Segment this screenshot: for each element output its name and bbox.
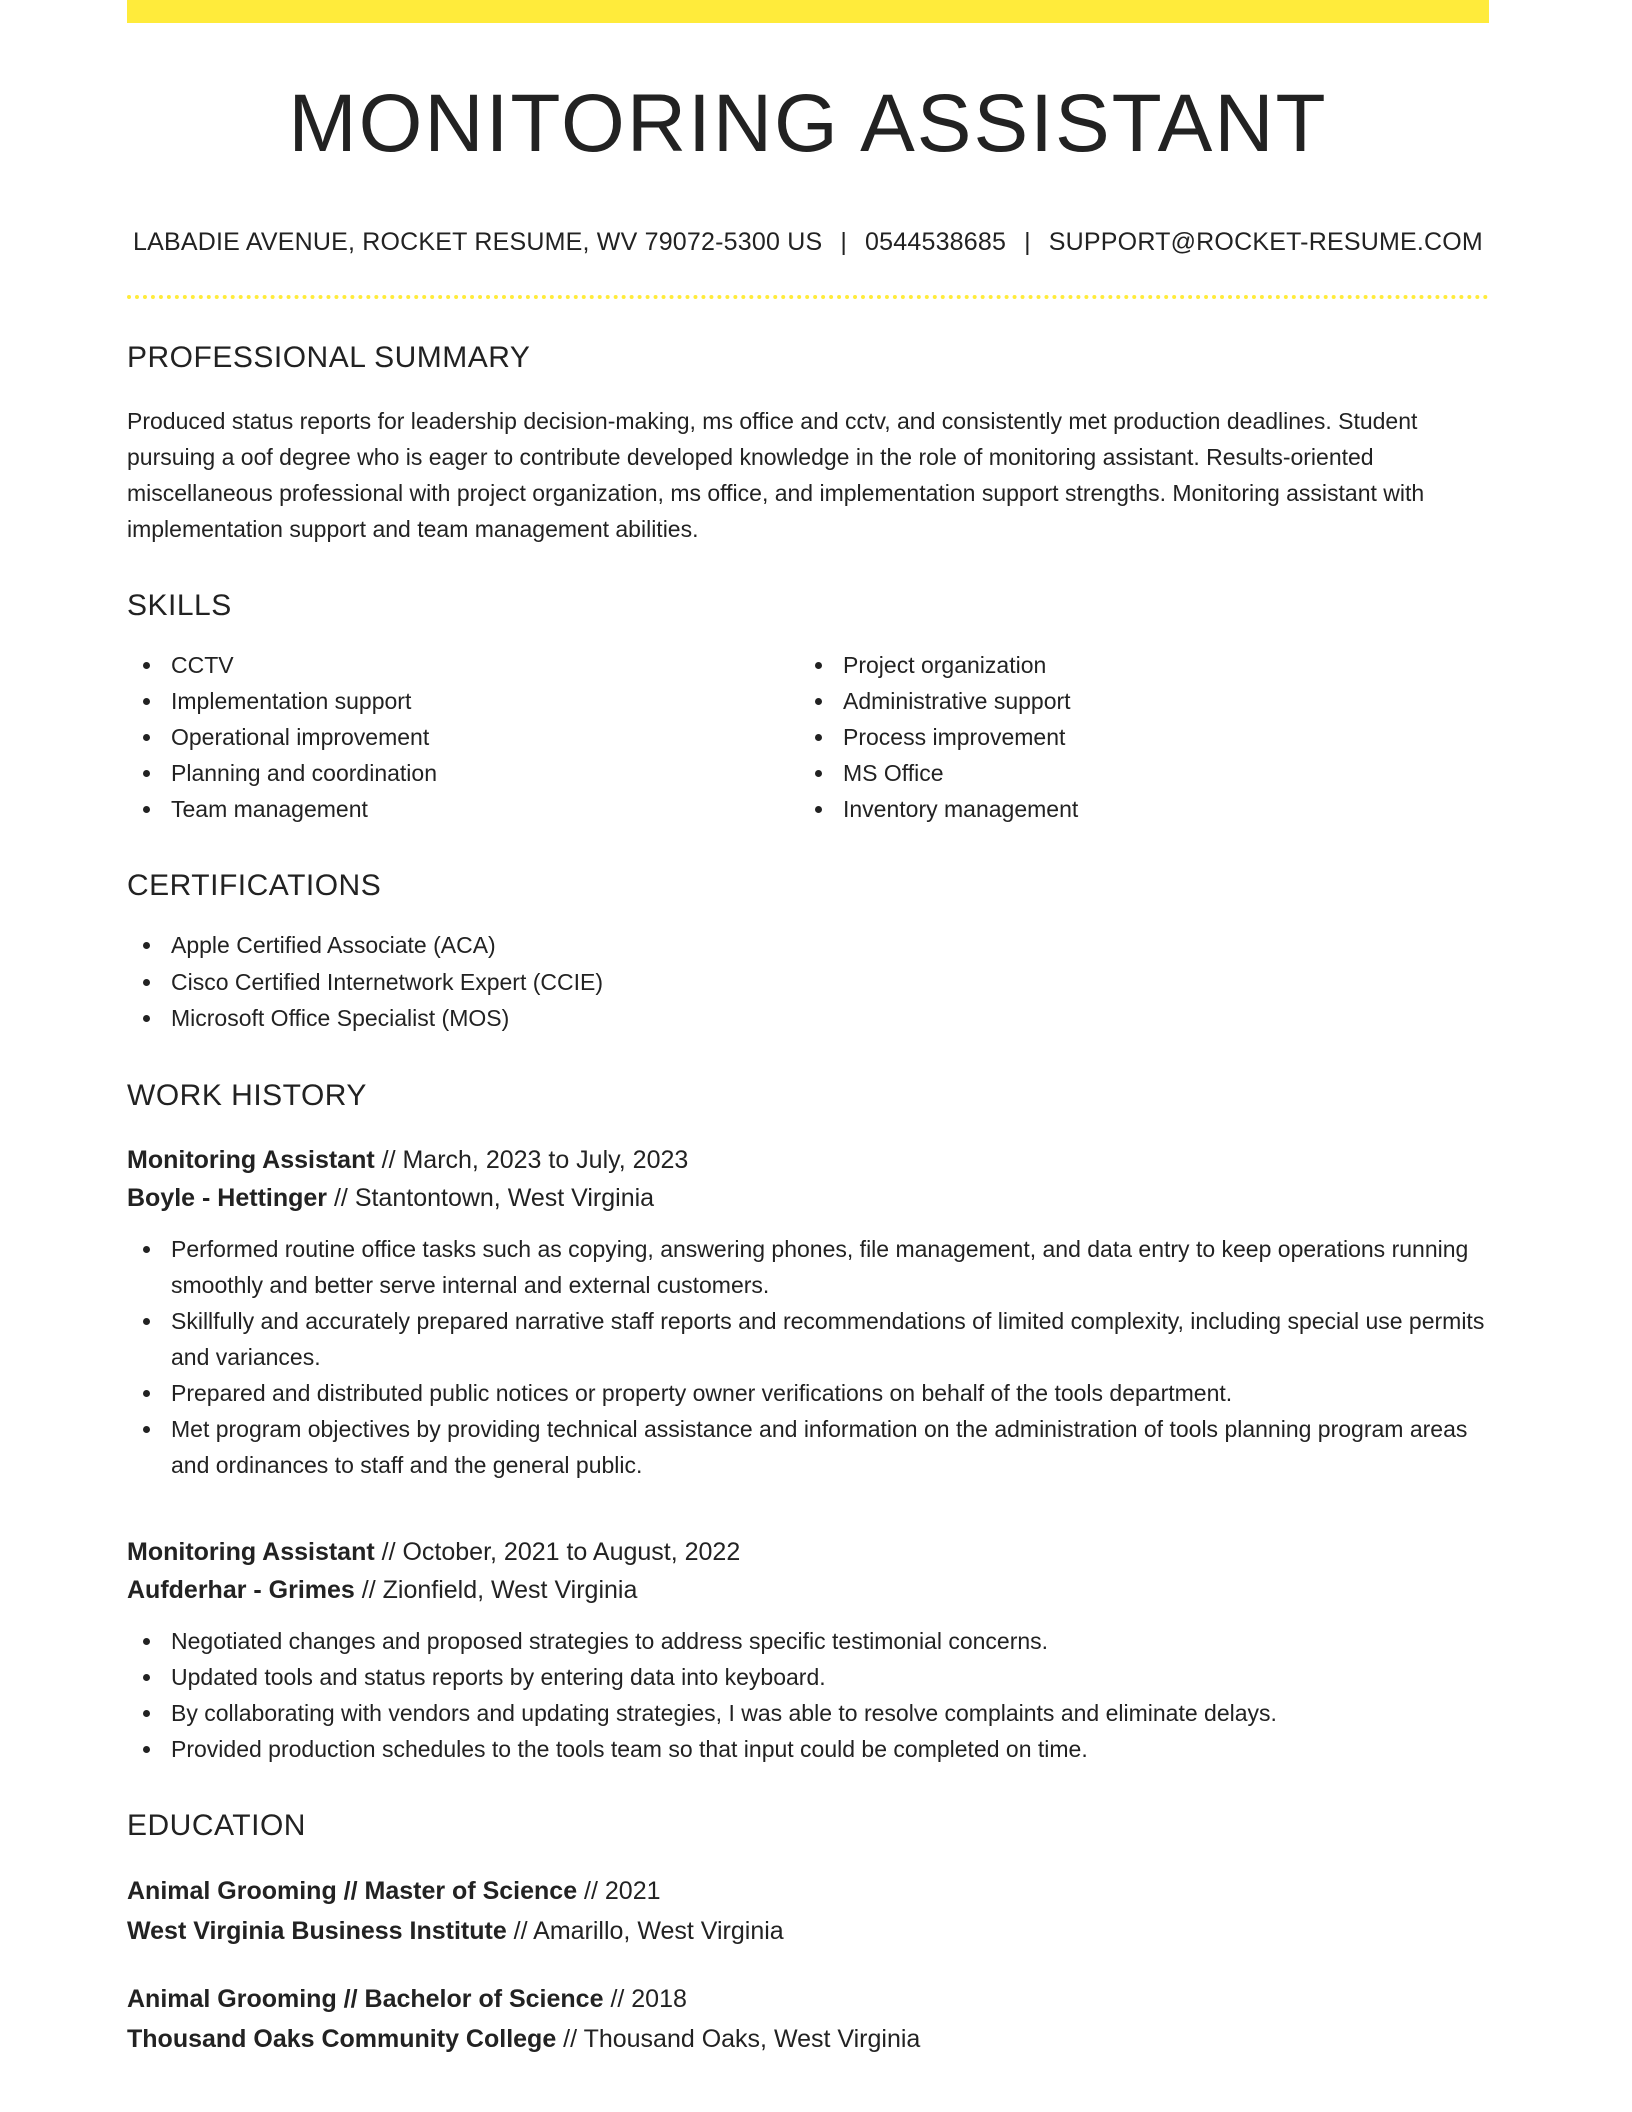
section-heading-certifications: CERTIFICATIONS bbox=[127, 869, 382, 902]
job-location: // Zionfield, West Virginia bbox=[354, 1575, 638, 1604]
job-bullets bbox=[127, 1231, 1489, 1483]
job-bullet: Updated tools and status reports by entering data into keyboard. bbox=[127, 1659, 1489, 1695]
job-bullet: Prepared and distributed public notices or property owner verifications on behalf of the tools department. bbox=[127, 1375, 1489, 1411]
section-heading-skills: SKILLS bbox=[127, 589, 232, 622]
education-entry bbox=[127, 1871, 1489, 1951]
certification-item: Apple Certified Associate (ACA) bbox=[127, 927, 1489, 964]
job-company: Aufderhar - Grimes bbox=[127, 1575, 355, 1604]
job-bullet: Skillfully and accurately prepared narrative staff reports and recommendations of limited complexity, including special use permits and variances. bbox=[127, 1303, 1489, 1375]
education-location: // Thousand Oaks, West Virginia bbox=[556, 2024, 921, 2053]
job-location: // Stantontown, West Virginia bbox=[327, 1183, 655, 1212]
contact-phone: 0544538685 bbox=[865, 228, 1007, 256]
job-header bbox=[127, 1141, 1489, 1217]
education-year: // 2018 bbox=[603, 1984, 687, 2013]
certifications-list bbox=[127, 927, 1489, 1037]
job-dates: // October, 2021 to August, 2022 bbox=[374, 1537, 741, 1566]
job-bullet: Met program objectives by providing technical assistance and information on the administration of tools planning program areas and ordinances to staff and the general public. bbox=[127, 1411, 1489, 1483]
contact-email[interactable]: SUPPORT@ROCKET-RESUME.COM bbox=[1048, 228, 1483, 256]
skill-item: CCTV bbox=[127, 647, 799, 683]
resume-page bbox=[127, 0, 1489, 2059]
skill-item: Implementation support bbox=[127, 683, 799, 719]
certification-item: Microsoft Office Specialist (MOS) bbox=[127, 1000, 1489, 1037]
skills-columns bbox=[127, 647, 1489, 827]
skill-item: Administrative support bbox=[799, 683, 1471, 719]
skill-item: Team management bbox=[127, 791, 799, 827]
section-heading-summary: PROFESSIONAL SUMMARY bbox=[127, 341, 531, 374]
education-degree: Animal Grooming // Master of Science bbox=[127, 1876, 578, 1905]
contact-address: LABADIE AVENUE, ROCKET RESUME, WV 79072-5300 US bbox=[133, 228, 823, 256]
dotted-divider bbox=[127, 295, 1489, 299]
job-bullet: By collaborating with vendors and updating strategies, I was able to resolve complaints and eliminate delays. bbox=[127, 1695, 1489, 1731]
accent-bar bbox=[127, 0, 1489, 23]
skills-list-left bbox=[127, 647, 799, 827]
resume-name: MONITORING ASSISTANT bbox=[288, 78, 1328, 169]
skills-list-right bbox=[799, 647, 1471, 827]
skill-item: Planning and coordination bbox=[127, 755, 799, 791]
job-dates: // March, 2023 to July, 2023 bbox=[374, 1145, 689, 1174]
section-heading-education: EDUCATION bbox=[127, 1808, 306, 1842]
job-title: Monitoring Assistant bbox=[127, 1537, 375, 1566]
education-location: // Amarillo, West Virginia bbox=[506, 1916, 784, 1945]
contact-line bbox=[127, 228, 1489, 257]
section-heading-work-history: WORK HISTORY bbox=[127, 1078, 367, 1112]
skill-item: MS Office bbox=[799, 755, 1471, 791]
job-bullet: Performed routine office tasks such as copying, answering phones, file management, and data entry to keep operations running smoothly and better serve internal and external customers. bbox=[127, 1231, 1489, 1303]
job-company: Boyle - Hettinger bbox=[127, 1183, 328, 1212]
education-entry bbox=[127, 1979, 1489, 2059]
education-year: // 2021 bbox=[577, 1876, 661, 1905]
education-school: Thousand Oaks Community College bbox=[127, 2024, 557, 2053]
skill-item: Process improvement bbox=[799, 719, 1471, 755]
education-school: West Virginia Business Institute bbox=[127, 1916, 507, 1945]
job-title: Monitoring Assistant bbox=[127, 1145, 375, 1174]
job-bullet: Provided production schedules to the tools team so that input could be completed on time. bbox=[127, 1731, 1489, 1767]
skill-item: Project organization bbox=[799, 647, 1471, 683]
job-bullets bbox=[127, 1623, 1489, 1767]
skill-item: Inventory management bbox=[799, 791, 1471, 827]
skill-item: Operational improvement bbox=[127, 719, 799, 755]
job-header bbox=[127, 1533, 1489, 1609]
job-bullet: Negotiated changes and proposed strategies to address specific testimonial concerns. bbox=[127, 1623, 1489, 1659]
summary-text: Produced status reports for leadership decision-making, ms office and cctv, and consistently met production deadlines. Student pursuing a oof degree who is eager to contribute developed knowledge in the role of monitoring assistant. Results-oriented miscellaneous professional with project organization, ms office, and implementation support strengths. Monitoring assistant with implementation support and team management abilities. bbox=[127, 408, 1425, 542]
contact-separator: | bbox=[1024, 228, 1031, 256]
contact-separator: | bbox=[840, 228, 848, 256]
education-degree: Animal Grooming // Bachelor of Science bbox=[127, 1984, 604, 2013]
certification-item: Cisco Certified Internetwork Expert (CCIE) bbox=[127, 964, 1489, 1001]
